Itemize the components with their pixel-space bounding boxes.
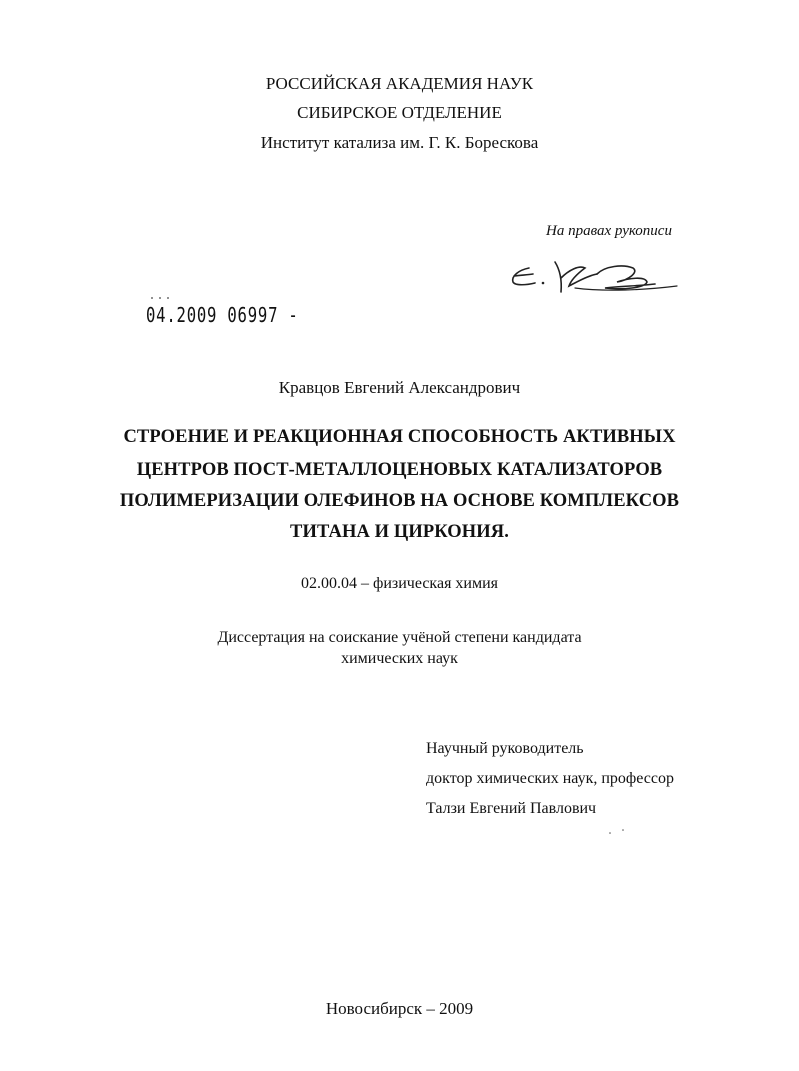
dissertation-type-continued: химических наук xyxy=(341,650,458,667)
advisor-name: Талзи Евгений Павлович xyxy=(426,800,597,817)
institute-name: Институт катализа им. Г. К. Борескова xyxy=(260,133,539,152)
rights-note: На правах рукописи xyxy=(546,223,672,239)
thesis-title-line: ТИТАНА И ЦИРКОНИЯ. xyxy=(290,522,509,542)
library-stamp-number: 04.2009 06997 - xyxy=(146,303,299,327)
thesis-title-line: ПОЛИМЕРИЗАЦИИ ОЛЕФИНОВ НА ОСНОВЕ КОМПЛЕКСОВ xyxy=(119,491,680,511)
scan-specks xyxy=(605,826,635,836)
thesis-title-line: СТРОЕНИЕ И РЕАКЦИОННАЯ СПОСОБНОСТЬ АКТИВНЫХ xyxy=(123,427,676,447)
branch-name: СИБИРСКОЕ ОТДЕЛЕНИЕ xyxy=(297,103,502,122)
advisor-degree: доктор химических наук, профессор xyxy=(426,770,674,787)
city-year: Новосибирск – 2009 xyxy=(325,999,474,1018)
stamp-number-text: 04.2009 06997 xyxy=(146,303,279,327)
academy-name: РОССИЙСКАЯ АКАДЕМИЯ НАУК xyxy=(265,74,534,93)
thesis-title-line: ЦЕНТРОВ ПОСТ-МЕТАЛЛОЦЕНОВЫХ КАТАЛИЗАТОРОВ xyxy=(136,460,663,480)
dissertation-type: Диссертация на соискание учёной степени кандидата xyxy=(217,629,582,646)
stamp-marks xyxy=(148,295,188,301)
advisor-role: Научный руководитель xyxy=(426,740,584,757)
specialty-code: 02.00.04 – физическая химия xyxy=(300,575,499,592)
author-name: Кравцов Евгений Александрович xyxy=(278,378,521,397)
author-signature xyxy=(505,256,680,301)
